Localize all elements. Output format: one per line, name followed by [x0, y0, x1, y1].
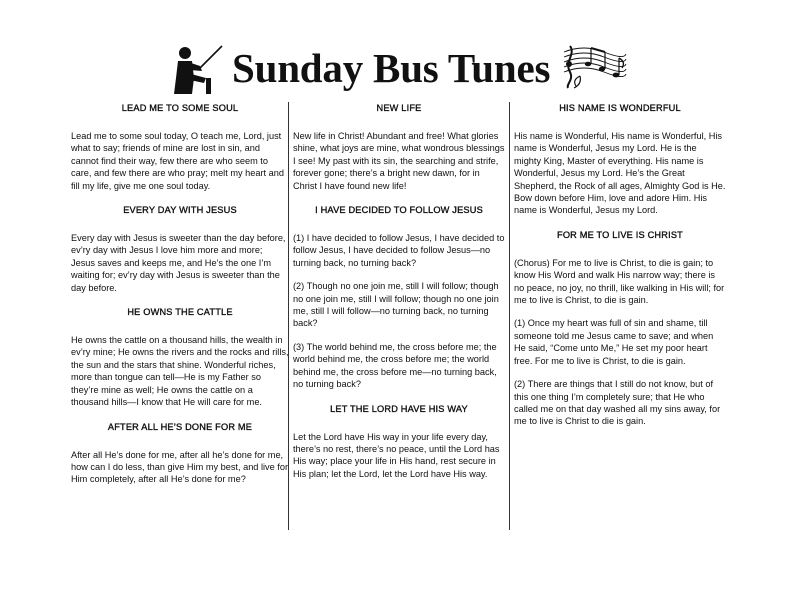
song-his-name-is-wonderful	[514, 102, 726, 217]
song-column-right	[514, 102, 726, 428]
song-heading: AFTER ALL HE’S DONE FOR ME	[107, 421, 253, 432]
page-title: Sunday Bus Tunes	[232, 45, 551, 91]
song-heading: LEAD ME TO SOME SOUL	[121, 103, 239, 113]
song-lead-me-to-some-soul	[71, 102, 289, 192]
song-heading: EVERY DAY WITH JESUS	[123, 205, 237, 216]
conductor-icon	[170, 44, 226, 96]
song-heading: LET THE LORD HAVE HIS WAY	[330, 403, 468, 414]
song-lyrics: He owns the cattle on a thousand hills, the wealth in ev’ry mine; He owns the rivers and the rocks and rills, the sun and the stars that shine. Wonderful riches, more than tongue can tell—He is my Father so they’re mine as well; He owns the cattle on a thousand hills—I know that He will care for me.	[71, 335, 289, 408]
music-notes-icon	[560, 42, 630, 90]
song-let-the-lord-have-his-way	[293, 403, 505, 481]
song-new-life	[293, 102, 505, 192]
song-lyrics: Let the Lord have His way in your life every day, there’s no rest, there’s no peace, until the Lord has His way; place your life in His hand, rest secure in His plan; let the Lord, let the Lord have His way.	[293, 431, 500, 479]
song-heading: HIS NAME IS WONDERFUL	[559, 103, 681, 113]
song-heading: NEW LIFE	[376, 103, 422, 113]
song-verse: (1) Once my heart was full of sin and shame, till someone told me Jesus came to save; and when He said, “Come unto Me,” He set my poor heart free. For me to live is Christ, to die is gain.	[514, 318, 714, 366]
song-heading: HE OWNS THE CATTLE	[127, 307, 233, 318]
song-lyrics: After all He’s done for me, after all he’s done for me, how can I do less, than give Him my best, and live for Him completely, after all He’s done for me?	[71, 449, 289, 485]
song-column-middle	[293, 102, 505, 480]
song-verse: (2) There are things that I still do not know, but of this one thing I’m completely sure; that He who called me on that day washed all my sins away, for me to live is Christ to die is gain.	[514, 379, 721, 427]
song-for-me-to-live-is-christ	[514, 229, 726, 428]
song-lyrics: Lead me to some soul today, O teach me, Lord, just what to say; friends of mine are lost in sin, and cannot find their way, few there are who seem to care, and few there are who pray; melt my heart and fill my life, give me one soul today.	[71, 131, 284, 191]
song-verse: (1) I have decided to follow Jesus, I have decided to follow Jesus, I have decided to follow Jesus—no turning back, no turning back?	[293, 233, 505, 268]
song-lyrics: His name is Wonderful, His name is Wonderful, His name is Wonderful, Jesus my Lord. He is the mighty King, Master of everything. His name is Wonderful, Jesus my Lord. He’s the Great Shepherd, the Rock of all ages, Almighty God is He. Bow down before Him, love and adore Him. His name is Wonderful, Jesus my Lord.	[514, 131, 726, 216]
song-i-have-decided-to-follow-jesus	[293, 204, 505, 390]
song-after-all-hes-done-for-me	[71, 421, 289, 486]
song-verse: (Chorus) For me to live is Christ, to die is gain; to know His Word and walk His narrow way; there is no peace, no joy, no thrill, like walking in His will; for me to live is Christ, to die is gain.	[514, 257, 725, 306]
song-lyrics: New life in Christ! Abundant and free! What glories shine, what joys are mine, what wondrous blessings I see! My past with its sin, the searching and strife, forever gone; there’s a bright new dawn, for in Christ I have found new life!	[293, 131, 505, 191]
song-he-owns-the-cattle	[71, 306, 289, 408]
song-heading: FOR ME TO LIVE IS CHRIST	[557, 229, 683, 240]
song-every-day-with-jesus	[71, 204, 289, 294]
song-heading: I HAVE DECIDED TO FOLLOW JESUS	[315, 205, 483, 216]
song-verse: (3) The world behind me, the cross before me; the world behind me, the cross before me; the world behind me, the cross before me—no turning back, no turning back?	[293, 341, 497, 390]
song-column-left	[71, 102, 289, 486]
song-lyrics: Every day with Jesus is sweeter than the day before, ev’ry day with Jesus I love him more and more; Jesus saves and keeps me, and He’s the one I’m waiting for; ev’ry day with Jesus is sweeter than the day before.	[71, 233, 286, 293]
song-verse: (2) Though no one join me, still I will follow; though no one join me, still I will follow; though no one join me, still I will follow—no turning back, no turning back?	[293, 281, 499, 329]
column-divider	[509, 102, 510, 530]
